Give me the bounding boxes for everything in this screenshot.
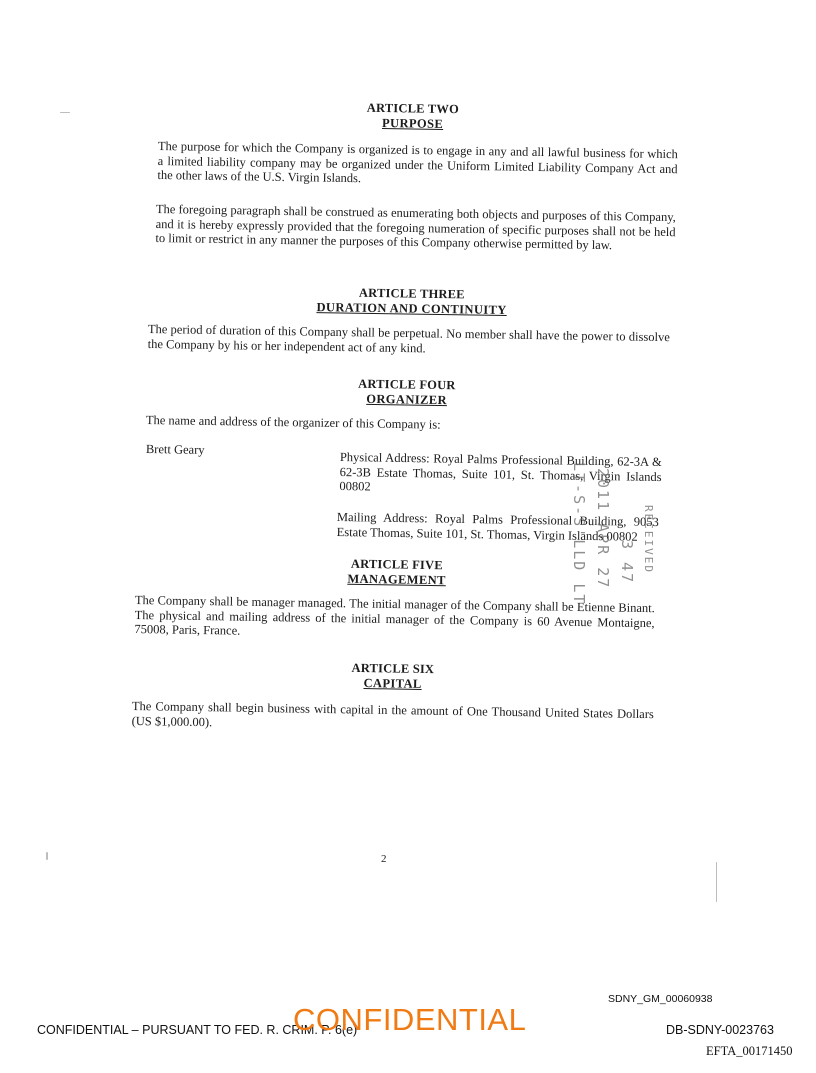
confidential-notice: CONFIDENTIAL – PURSUANT TO FED. R. CRIM. P. 6(e) [37,1023,358,1037]
scan-mark [60,112,70,113]
bates-number: DB-SDNY-0023763 [666,1023,774,1037]
organizer-name: Brett Geary [145,442,205,457]
article-five-heading [302,556,492,589]
article-six-paragraph: The Company shall begin business with capital in the amount of One Thousand United States Dollars (US $1,000.00). [131,699,654,729]
article-six-title: ARTICLE SIX [351,660,435,677]
confidential-watermark: CONFIDENTIAL [293,1002,527,1037]
article-two-title: ARTICLE TWO [366,100,460,117]
article-six-subtitle: CAPITAL [363,676,422,691]
article-five-paragraph: The Company shall be manager managed. The initial manager of the Company shall be Etienne Binant. The physical and mailing address of the initial manager of the Company is 60 Avenue Montaigne, 75008, Paris, France. [134,593,655,638]
article-two-subtitle: PURPOSE [381,116,444,131]
stamp-line-2: 2011 APR 27 [594,468,612,590]
article-three-title: ARTICLE THREE [358,285,465,302]
stamp-line-4: RECEIVED [642,505,655,574]
article-three-subtitle: DURATION AND CONTINUITY [316,300,507,318]
page-number: 2 [381,853,387,865]
stamp-line-3: 3 47 [618,540,636,585]
article-two-heading [318,100,508,133]
article-four-subtitle: ORGANIZER [366,391,448,408]
organizer-physical-address: Physical Address: Royal Palms Professional Building, 62-3A & 62-3B Estate Thomas, Suite 101, St. Thomas, Virgin Islands 00802 [339,450,662,494]
article-six-heading [298,660,488,693]
article-two-paragraph-1: The purpose for which the Company is organized is to engage in any and all lawful business for which a limited liability company may be organized under the Uniform Limited Liability Company Act and the other laws of the U.S. Virgin Islands. [157,139,678,186]
article-four-intro: The name and address of the organizer of this Company is: [145,413,441,432]
article-four-heading [312,376,502,409]
article-two-paragraph-2: The foregoing paragraph shall be construed as enumerating both objects and purposes of this Company, and it is hereby expressly provided that the foregoing numeration of specific purposes shall not be held to limit or restrict in any manner the purposes of this Company otherwise permitted by law. [155,202,676,253]
article-four-title: ARTICLE FOUR [358,376,456,393]
article-five-title: ARTICLE FIVE [350,556,443,573]
article-three-heading [312,285,512,318]
stamp-line-1: LT-S-S'LLD LT [570,462,588,606]
article-three-paragraph: The period of duration of this Company shall be perpetual. No member shall have the power to dissolve the Company by his or her independent act of any kind. [147,322,670,355]
scan-mark [46,852,48,860]
article-five-subtitle: MANAGEMENT [347,571,446,588]
organizer-mailing-address: Mailing Address: Royal Palms Professional Building, 9053 Estate Thomas, Suite 101, St. Thomas, Virgin Islands 00802 [336,510,659,544]
scan-mark [716,862,717,902]
efta-number: EFTA_00171450 [706,1044,793,1058]
bates-number-top: SDNY_GM_00060938 [608,993,713,1005]
